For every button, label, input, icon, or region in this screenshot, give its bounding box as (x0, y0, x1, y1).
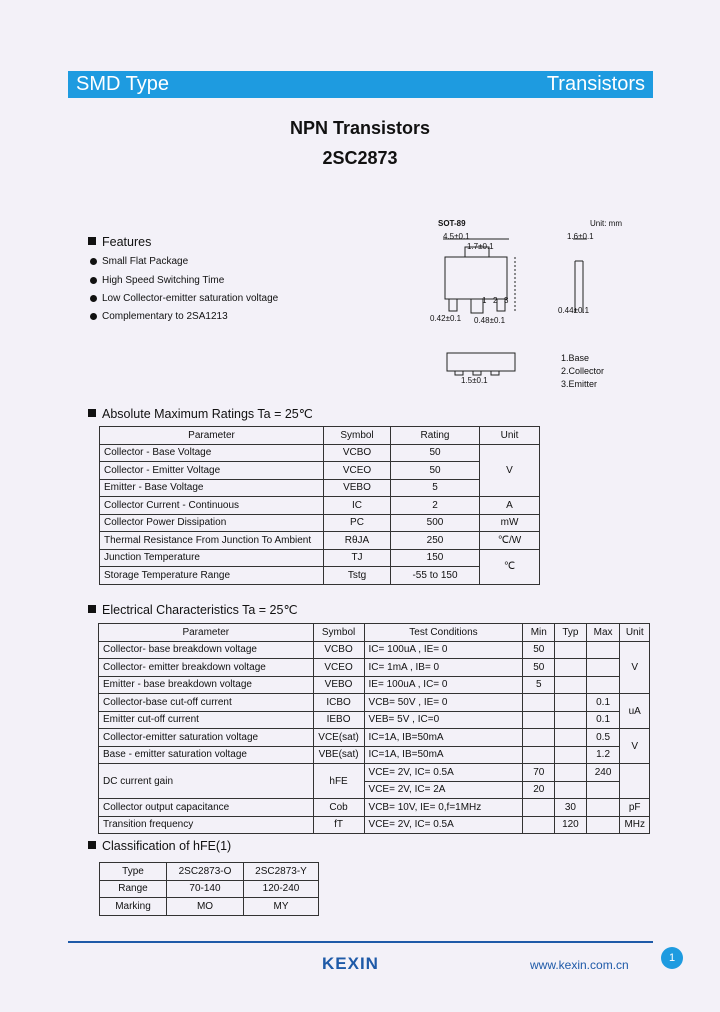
bullet-icon (90, 258, 97, 265)
dim-height: 1.6±0.1 (567, 232, 594, 241)
table-row: Emitter - Base Voltage VEBO 5 (100, 479, 540, 497)
title-line1: NPN Transistors (289, 118, 431, 138)
table-row: Collector- base breakdown voltage VCBO IC= 100uA , IE= 0 50 V (99, 641, 650, 659)
dim-top-width: 4.5±0.1 (443, 232, 470, 241)
feature-item: High Speed Switching Time (90, 275, 224, 286)
square-bullet-icon (88, 409, 96, 417)
footer-url[interactable]: www.kexin.com.cn (530, 958, 629, 972)
table-header-row (100, 427, 540, 445)
kexin-logo: KEXIN (322, 954, 379, 973)
table-row: Collector- emitter breakdown voltage VCEO IC= 1mA , IB= 0 50 (99, 659, 650, 677)
pin-number-3: 3 (504, 296, 509, 305)
table-row: DC current gain hFE VCE= 2V, IC= 0.5A 70 240 (99, 764, 650, 782)
table-row: Collector-emitter saturation voltage VCE(sat) IC=1A, IB=50mA 0.5 V (99, 729, 650, 747)
table-row: Collector output capacitance Cob VCB= 10V, IE= 0,f=1MHz 30 pF (99, 799, 650, 817)
table-row: Type 2SC2873-O 2SC2873-Y (100, 863, 319, 881)
abs-max-table (99, 426, 540, 585)
header-left: SMD Type (76, 73, 169, 95)
dim-inner: 1.7±0.1 (467, 242, 494, 251)
square-bullet-icon (88, 605, 96, 613)
table-row: Collector-base cut-off current ICBO VCB= 50V , IE= 0 0.1 uA (99, 694, 650, 712)
pin-number-2: 2 (493, 296, 498, 305)
header-bar (68, 71, 653, 98)
feature-item: Low Collector-emitter saturation voltage (90, 293, 278, 304)
table-row: Collector - Base Voltage VCBO 50 V (100, 444, 540, 462)
header-cell: Unit (480, 427, 540, 445)
header-cell: Rating (391, 427, 480, 445)
elec-table (98, 623, 650, 834)
bullet-icon (90, 295, 97, 302)
pin-legend (561, 352, 604, 391)
table-row: Marking MO MY (100, 898, 319, 916)
header-cell: Parameter (100, 427, 324, 445)
features-title: Features (88, 235, 151, 249)
bullet-icon (90, 313, 97, 320)
elec-title: Electrical Characteristics Ta = 25℃ (88, 602, 297, 617)
unit-ua: uA (620, 694, 650, 729)
table-row: Collector Power Dissipation PC 500 mW (100, 514, 540, 532)
unit-v: V (480, 444, 540, 497)
table-row: Storage Temperature Range Tstg -55 to 150 (100, 567, 540, 585)
classif-title: Classification of hFE(1) (88, 839, 231, 853)
dim-lead-w2: 0.48±0.1 (474, 316, 506, 325)
page-number: 1 (661, 947, 683, 969)
dim-lead-w: 0.42±0.1 (430, 314, 462, 323)
package-unit: Unit: mm (590, 219, 622, 228)
pin-2: 2.Collector (561, 366, 605, 376)
table-row: Collector Current - Continuous IC 2 A (100, 497, 540, 515)
table-row: Range 70-140 120-240 (100, 880, 319, 898)
table-header-row: Parameter Symbol Test Conditions Min Typ Max Unit (99, 624, 650, 642)
unit-v: V (620, 729, 650, 764)
table-row: VCE= 2V, IC= 2A 20 (99, 781, 650, 799)
feature-item: Complementary to 2SA1213 (90, 311, 228, 322)
feature-item: Small Flat Package (90, 256, 188, 267)
pin-number-1: 1 (482, 296, 487, 305)
table-row: Collector - Emitter Voltage VCEO 50 (100, 462, 540, 480)
abs-max-title: Absolute Maximum Ratings Ta = 25℃ (88, 406, 313, 421)
table-row: Base - emitter saturation voltage VBE(sat) IC=1A, IB=50mA 1.2 (99, 746, 650, 764)
header-cell: Symbol (324, 427, 391, 445)
table-row: Thermal Resistance From Junction To Ambient RθJA 250 ℃/W (100, 532, 540, 550)
table-row: Junction Temperature TJ 150 ℃ (100, 549, 540, 567)
square-bullet-icon (88, 841, 96, 849)
bullet-icon (90, 277, 97, 284)
unit-v: V (620, 641, 650, 694)
table-row: Emitter cut-off current IEBO VEB= 5V , IC=0 0.1 (99, 711, 650, 729)
footer-divider (68, 941, 653, 943)
unit-c: ℃ (480, 549, 540, 584)
pin-1: 1.Base (561, 353, 590, 363)
table-row: Emitter - base breakdown voltage VEBO IE= 100uA , IC= 0 5 (99, 676, 650, 694)
dim-pitch: 1.5±0.1 (461, 376, 488, 385)
square-bullet-icon (88, 237, 96, 245)
title-line2: 2SC2873 (322, 148, 398, 168)
header-right: Transistors (546, 73, 645, 95)
package-name: SOT-89 (438, 219, 466, 228)
table-row: Transition frequency fT VCE= 2V, IC= 0.5A 120 MHz (99, 816, 650, 834)
classif-table (99, 862, 319, 916)
dim-thick: 0.44±0.1 (558, 306, 590, 315)
pin-3: 3.Emitter (561, 379, 598, 389)
